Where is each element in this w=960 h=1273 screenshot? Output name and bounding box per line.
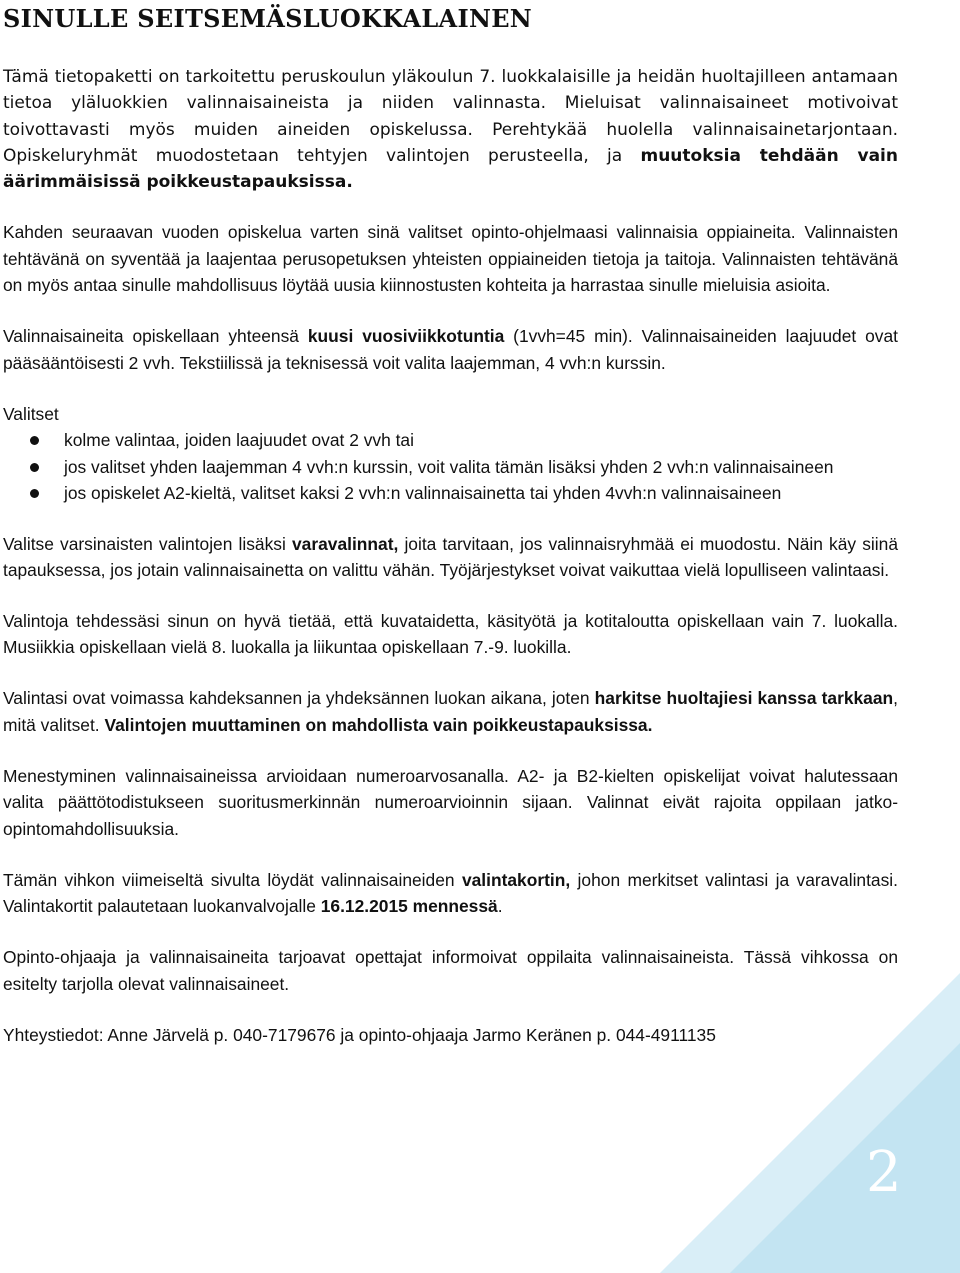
para6-bold-2: Valintojen muuttaminen on mahdollista vain poikkeustapauksissa. (104, 714, 653, 735)
page-number: 2 (866, 1140, 902, 1205)
paragraph-information: Opinto-ohjaaja ja valinnaisaineita tarjoavat opettajat informoivat oppilaita valinnaisaineista. Tässä vihkossa on esitelty tarjolla olevat valinnaisaineet. (3, 947, 898, 994)
corner-triangle-mid (730, 1043, 960, 1273)
paragraph-electives-purpose: Kahden seuraavan vuoden opiskelua varten sinä valitset opinto-ohjelmaasi valinnaisia oppiaineita. Valinnaisten tehtävänä on syventää ja laajentaa perusopetuksen yhteisten oppiaineiden tietoja ja taitoja. Valinnaisten tehtävänä on myös antaa sinulle mahdollisuus löytää uusia kiinnostusten kohteita ja harrastaa sinulle mieluisia asioita. (3, 222, 898, 296)
page-title: SINULLE SEITSEMÄSLUOKKALAINEN (3, 4, 533, 33)
intro-text: Tämä tietopaketti on tarkoitettu peruskoulun yläkoulun 7. luokkalaisille ja heidän huoltajilleen antamaan tietoa yläluokkien valinnaisaineista ja niiden valinnasta. Mieluisat valinnaisaineet motivoivat toivottavasti myös muiden aineiden opiskelussa. Perehtykää huolella valinnaisainetarjontaan. Opiskeluryhmät muodostetaan tehtyjen valintojen perusteella, ja (3, 67, 898, 166)
para6-text-middle: , mitä valitset. (3, 688, 898, 735)
para2-bold: kuusi vuosiviikkotuntia (307, 326, 505, 347)
list-item-text: kolme valintaa, joiden laajuudet ovat 2 vvh tai (64, 430, 414, 451)
document-page (3, 0, 898, 1066)
para6-bold-1: harkitse huoltajiesi kanssa tarkkaan (594, 688, 894, 709)
paragraph-choices (3, 401, 898, 506)
para8-bold-1: valintakortin, (461, 869, 571, 890)
para8-bold-2: 16.12.2015 mennessä (320, 896, 498, 917)
para6-text-before: Valintasi ovat voimassa kahdeksannen ja yhdeksännen luokan aikana, joten (3, 688, 595, 709)
choices-list (3, 427, 898, 506)
paragraph-selection-card (3, 867, 898, 920)
list-item (3, 454, 898, 480)
bullet-icon (30, 463, 39, 472)
intro-bold: muutoksia tehdään vain äärimmäisissä poikkeustapauksissa. (3, 145, 898, 193)
paragraph-validity (3, 685, 898, 738)
paragraph-subject-years: Valintoja tehdessäsi sinun on hyvä tietää, että kuvataidetta, käsityötä ja kotitaloutta opiskellaan vain 7. luokalla. Musiikkia opiskellaan vielä 8. luokalla ja liikuntaa opiskellaan 7.-9. luokilla. (3, 610, 898, 658)
paragraph-assessment: Menestyminen valinnaisaineissa arvioidaan numeroarvosanalla. A2- ja B2-kielten opiskelijat voivat halutessaan valita päättötodistukseen suoritusmerkinnän numeroarvioinnin sijaan. Valinnat eivät rajoita oppilaan jatko-opintomahdollisuuksia. (3, 765, 898, 839)
para8-text-middle: johon merkitset valintasi ja varavalintasi. Valintakortit palautetaan luokanvalvojalle (3, 869, 898, 917)
para4-text-before: Valitse varsinaisten valintojen lisäksi (3, 534, 292, 555)
para8-text-before: Tämän vihkon viimeiseltä sivulta löydät valinnaisaineiden (3, 869, 462, 890)
para2-text-before: Valinnaisaineita opiskellaan yhteensä (3, 326, 308, 347)
para4-bold: varavalinnat, (291, 534, 399, 555)
contact-info: Yhteystiedot: Anne Järvelä p. 040-7179676 ja opinto-ohjaaja Jarmo Keränen p. 044-4911135 (3, 1025, 716, 1046)
list-item (3, 427, 898, 453)
list-item-text: jos valitset yhden laajemman 4 vvh:n kurssin, voit valita tämän lisäksi yhden 2 vvh:n valinnaisaineen (64, 456, 834, 477)
para2-text-after: (1vvh=45 min). Valinnaisaineiden laajuudet ovat pääsääntöisesti 2 vvh. Tekstiilissä ja teknisessä voit valita laajemman, 4 vvh:n kurssin. (3, 326, 898, 373)
para4-text-after: joita tarvitaan, jos valinnaisryhmää ei muodostu. Näin käy siinä tapauksessa, jos jotain valinnaisainetta on valittu vähän. Työjärjestykset voivat vaikuttaa vielä lopulliseen valintaasi. (3, 534, 898, 581)
choices-lead: Valitset (3, 403, 59, 424)
paragraph-backup-choices (3, 531, 898, 584)
bullet-icon (30, 436, 39, 445)
para8-text-after: . (497, 896, 503, 917)
intro-paragraph (3, 64, 898, 195)
list-item (3, 480, 898, 506)
bullet-icon (30, 489, 39, 498)
list-item-text: jos opiskelet A2-kieltä, valitset kaksi 2 vvh:n valinnaisainetta tai yhden 4vvh:n valinnaisaineen (64, 482, 782, 503)
paragraph-hours (3, 323, 898, 376)
